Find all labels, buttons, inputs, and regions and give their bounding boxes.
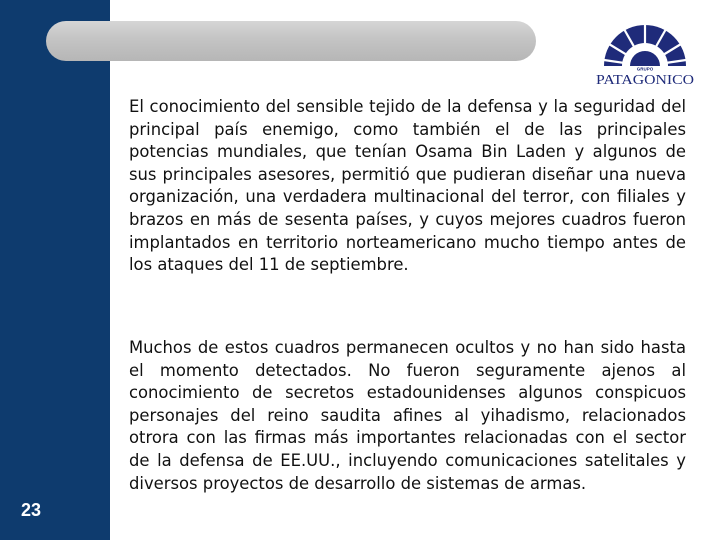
grupo-patagonico-logo	[594, 16, 696, 96]
page-number: 23	[20, 500, 42, 520]
left-sidebar-band	[0, 0, 110, 540]
logo-name: PATAGONICO	[596, 72, 695, 87]
paragraph-2: Muchos de estos cuadros permanecen ocultos y no han sido hasta el momento detectados. No fueron seguramente ajenos al conocimiento de secretos estadounidenses algunos conspicuos personajes del reino saudita afines al yihadismo, relacionados otrora con las firmas más importantes relacionadas con el sector de la defensa de EE.UU., incluyendo comunicaciones satelitales y diversos proyectos de desarrollo de sistemas de armas.	[129, 338, 686, 493]
sunburst-icon	[604, 24, 686, 66]
title-bar	[46, 21, 536, 61]
paragraph-1: El conocimiento del sensible tejido de la defensa y la seguridad del principal país enemigo, como también el de las principales potencias mundiales, que tenían Osama Bin Laden y algunos de sus principales asesores, permitió que pudieran diseñar una nueva organización, una verdadera multinacional del terror, con filiales y brazos en más de sesenta países, y cuyos mejores cuadros fueron implantados en territorio norteamericano mucho tiempo antes de los ataques del 11 de septiembre.	[129, 97, 686, 275]
logo-small-text: GRUPO	[636, 66, 654, 72]
